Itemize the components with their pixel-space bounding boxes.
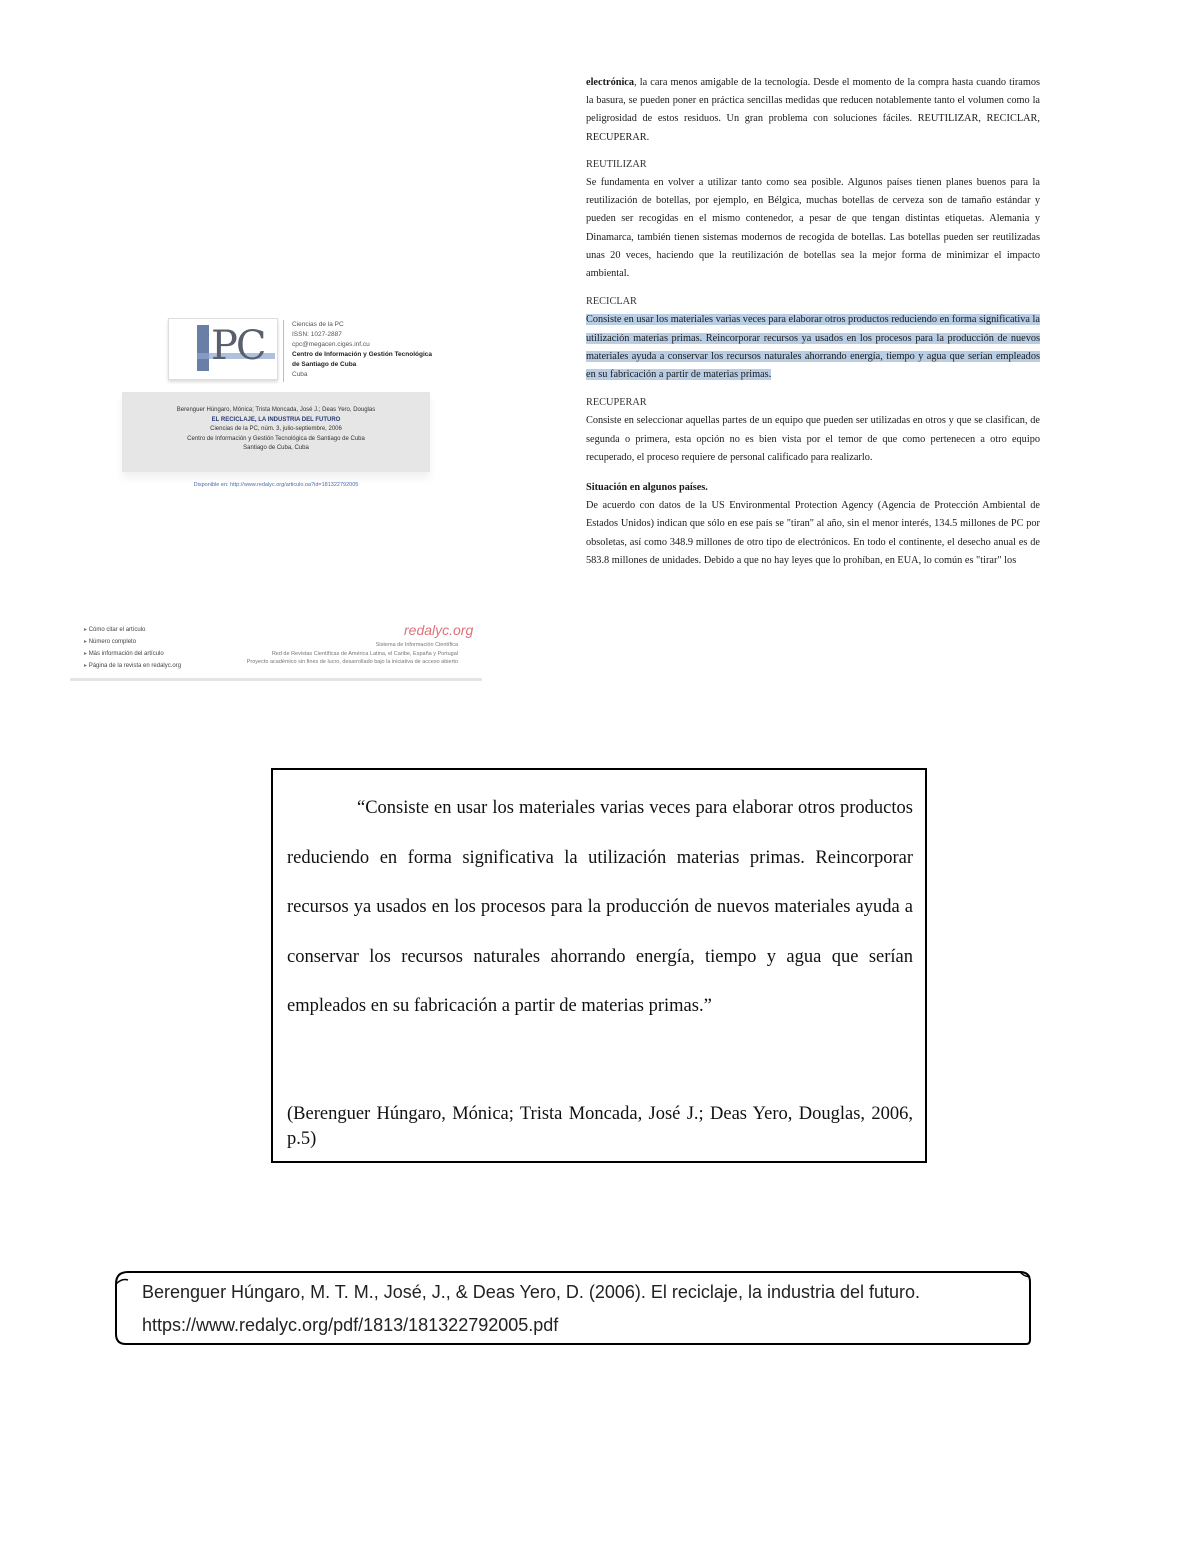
reference-line: Berenguer Húngaro, M. T. M., José, J., & Deas Yero, D. (2006). El reciclaje, la industria del futuro. xyxy=(142,1282,921,1302)
location: Santiago de Cuba, Cuba xyxy=(243,445,309,451)
logo-strip xyxy=(197,325,209,371)
intro-text: , la cara menos amigable de la tecnología. Desde el momento de la compra hasta cuando tiramos la basura, se pueden poner en práctica sencillas medidas que reducen notablemente tanto el volumen como la peligrosidad de estos residuos. Un gran problema con soluciones fáciles. REUTILIZAR, RECICLAR, RECUPERAR. xyxy=(586,77,1040,143)
reference-text xyxy=(142,1276,1022,1342)
quote-box xyxy=(271,768,927,1163)
article-excerpt xyxy=(586,74,1040,570)
cover-link[interactable]: ▸ Más información del artículo xyxy=(84,648,181,660)
journal-cover-image xyxy=(70,300,482,690)
redsys-line: Red de Revistas Científicas de América Latina, el Caribe, España y Portugal xyxy=(271,650,458,657)
meta-line: cpc@megacen.ciges.inf.cu xyxy=(292,341,370,348)
paragraph-reciclar-highlighted[interactable]: Consiste en usar los materiales varias veces para elaborar otros productos reduciendo en forma significativa la utilización materias primas. Reincorporar recursos ya usados en los procesos para la producción de nuevos materiales ayuda a conservar los recursos naturales ahorrando energía, tiempo y agua que serían empleados en su fabricación a partir de materias primas. xyxy=(586,314,1040,381)
redsys-line: Proyecto académico sin fines de lucro, desarrollado bajo la iniciativa de acceso abierto xyxy=(246,659,458,665)
heading-reutilizar: REUTILIZAR xyxy=(586,158,647,170)
meta-line: Ciencias de la PC xyxy=(292,321,344,328)
issue-info: Ciencias de la PC, núm. 3, julio-septiembre, 2006 xyxy=(210,426,342,432)
journal-meta xyxy=(292,320,442,380)
heading-recuperar: RECUPERAR xyxy=(586,397,647,409)
reference-scroll xyxy=(114,1270,1032,1346)
redalyc-logo: redalyc.org xyxy=(404,622,474,638)
cover-links xyxy=(84,624,181,672)
article-title: EL RECICLAJE, LA INDUSTRIA DEL FUTURO xyxy=(211,416,341,423)
meta-line: ISSN: 1027-2887 xyxy=(292,331,342,338)
article-info-band xyxy=(122,392,430,472)
authors: Berenguer Húngaro, Mónica; Trista Moncada, José J.; Deas Yero, Douglas xyxy=(176,407,376,413)
redsys-line: Sistema de Información Científica xyxy=(375,642,458,648)
divider xyxy=(283,320,284,382)
heading-situacion: Situación en algunos países. xyxy=(586,482,708,494)
intro-paragraph xyxy=(586,74,1040,147)
quote-citation: (Berenguer Húngaro, Mónica; Trista Moncada, José J.; Deas Yero, Douglas, 2006, p.5) xyxy=(287,1104,913,1149)
paragraph-reutilizar: Se fundamenta en volver a utilizar tanto como sea posible. Algunos países tienen planes buenos para la reutilización de botellas, por ejemplo, en Bélgica, muchas botellas de cerveza son de tamaño estándar y pueden ser recogidas en el mismo contenedor, a pesar de que tengan distintas etiquetas. Alemania y Dinamarca, también tienen sistemas modernos de recogida de botellas. Las botellas pueden ser reutilizadas unas 20 veces, haciendo que la reutilización de botellas sea la mejor forma de minimizar el impacto ambiental. xyxy=(586,177,1040,280)
reference-url[interactable]: https://www.redalyc.org/pdf/1813/181322792005.pdf xyxy=(142,1315,559,1335)
cover-link[interactable]: ▸ Cómo citar el artículo xyxy=(84,624,181,636)
meta-line: Centro de Información y Gestión Tecnológica xyxy=(292,351,433,358)
redalyc-description xyxy=(210,641,458,667)
logo-text: PC xyxy=(211,323,265,369)
meta-line: de Santiago de Cuba xyxy=(292,361,357,368)
quote-body: “Consiste en usar los materiales varias veces para elaborar otros productos reduciendo en forma significativa la utilización materias primas. Reincorporar recursos ya usados en los procesos para la producción de nuevos materiales ayuda a conservar los recursos naturales ahorrando energía, tiempo y agua que serían empleados en su fabricación a partir de materias primas.” xyxy=(287,798,913,1017)
meta-line: Cuba xyxy=(292,371,308,378)
heading-reciclar: RECICLAR xyxy=(586,296,637,308)
cover-link[interactable]: ▸ Número completo xyxy=(84,636,181,648)
available-link[interactable]: Disponible en: http://www.redalyc.org/articulo.oa?id=181322792005 xyxy=(193,482,359,488)
cover-footer-line xyxy=(70,678,482,681)
paragraph-recuperar: Consiste en seleccionar aquellas partes de un equipo que pueden ser utilizadas en otros y que se clasifican, de segunda o primera, esta opción no es bien vista por el temor de que como pertenecen a otro equipo recuperado, el proceso requiere de personal calificado para realizarlo. xyxy=(586,415,1040,463)
paragraph-situacion: De acuerdo con datos de la US Environmental Protection Agency (Agencia de Protección Ambiental de Estados Unidos) indican que sólo en ese país se "tiran" al año, sin el menor interés, 134.5 millones de PC por obsoletas, así como 348.9 millones de otro tipo de electrónicos. En todo el continente, el desecho anual es de 583.8 millones de unidades. Debido a que no hay leyes que lo prohíban, en EUA, lo común es "tirar" los xyxy=(586,500,1040,566)
intro-bold: electrónica xyxy=(586,77,635,88)
publisher: Centro de Información y Gestión Tecnológica de Santiago de Cuba xyxy=(187,435,365,442)
quote-text xyxy=(287,784,913,1032)
cover-link[interactable]: ▸ Página de la revista en redalyc.org xyxy=(84,660,181,672)
journal-logo xyxy=(168,318,278,380)
